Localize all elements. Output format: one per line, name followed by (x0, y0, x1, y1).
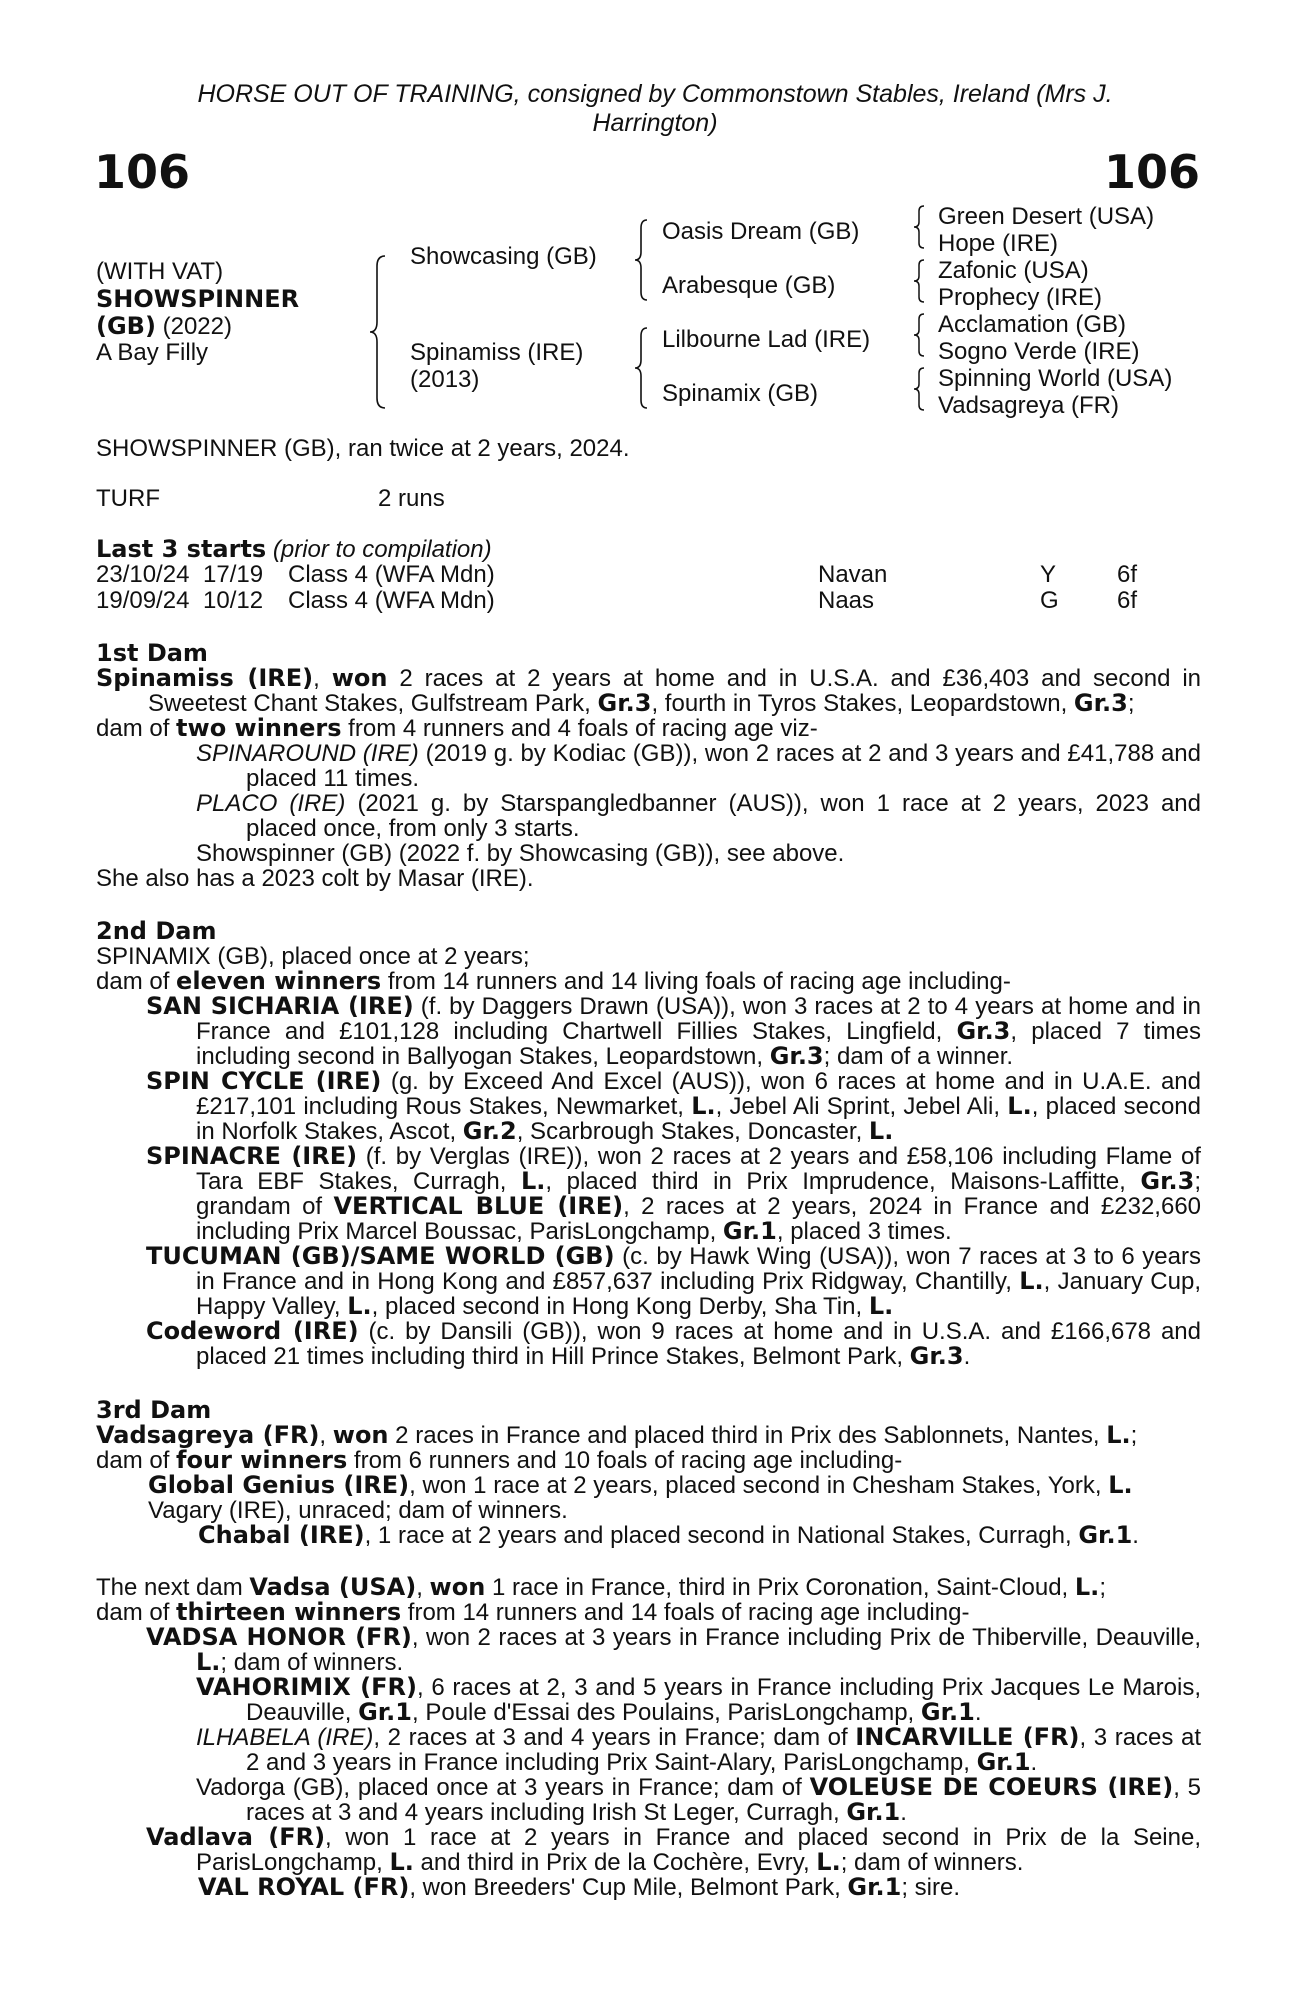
last-starts-heading (96, 535, 492, 564)
text: (f. by Daggers Drawn (USA)), won 3 races at 2 to 4 years at home and in France and £101,128 including Chartwell Fillies Stakes, Lingfield, (196, 993, 1202, 1045)
pedigree-gen3-7: Spinning World (USA) (938, 365, 1173, 392)
text: , January Cup, Happy Valley, (196, 1268, 1201, 1320)
text: , placed 7 times including second in Ballyogan Stakes, Leopardstown, (196, 1018, 1201, 1070)
winners-count: thirteen winners (176, 1598, 402, 1626)
text: . (900, 1799, 907, 1826)
pedigree-gen3-4: Prophecy (IRE) (938, 284, 1103, 311)
produce-entry (96, 741, 1201, 791)
produce-entry (96, 1675, 1201, 1725)
pedigree-gen2-3: Lilbourne Lad (IRE) (662, 326, 871, 353)
pedigree-brace-sire-parents (633, 218, 649, 302)
grade-label: Gr.1 (976, 1748, 1031, 1776)
produce-name: Global Genius (IRE) (148, 1471, 410, 1499)
grade-label: Gr.1 (847, 1873, 902, 1901)
start-row-going: G (1040, 587, 1059, 614)
grade-label: L. (1106, 1421, 1131, 1449)
first-dam-produce-intro (96, 716, 1201, 741)
text: dam of (96, 968, 177, 995)
pedigree-gen2-1: Oasis Dream (GB) (662, 218, 860, 245)
start-row-course: Navan (818, 561, 888, 588)
text: (2021 g. by Starspangledbanner (AUS)), won 1 race at 2 years, 2023 and placed once, from only 3 starts. (246, 790, 1201, 842)
grade-label: L. (347, 1292, 372, 1320)
text: ; (1127, 690, 1135, 717)
produce-entry (96, 1319, 1201, 1369)
text: . (963, 1343, 971, 1370)
text: , won 1 race at 2 years, placed second in Chesham Stakes, York, (409, 1472, 1109, 1499)
text: ; grandam of (196, 1168, 1202, 1220)
lot-number-right: 106 (1103, 145, 1200, 199)
text: dam of (96, 715, 177, 742)
text: (g. by Exceed And Excel (AUS)), won 6 races at home and in U.A.E. and £217,101 including Rous Stakes, Newmarket, (196, 1068, 1202, 1120)
grade-label: Gr.1 (1078, 1521, 1133, 1549)
text: dam of (96, 1447, 177, 1474)
text: , placed 3 times. (776, 1218, 952, 1245)
text: ; sire. (901, 1874, 961, 1901)
horse-country: (GB) (96, 312, 156, 340)
pedigree-gen2-2: Arabesque (GB) (662, 272, 836, 299)
grade-label: Gr.3 (1073, 689, 1128, 717)
text: , 5 races at 3 and 4 years including Irish St Leger, Curragh, (246, 1774, 1201, 1826)
produce-entry (96, 1144, 1201, 1244)
grade-label: L. (389, 1848, 414, 1876)
produce-entry (96, 1825, 1201, 1875)
pedigree-brace-dam-parents (633, 326, 649, 410)
text: dam of (96, 1599, 177, 1626)
produce-entry (96, 1725, 1201, 1775)
first-dam-record: Spinamiss (IRE), won 2 races at 2 years at home and in U.S.A. and £36,403 and second in Sweetest Chant Stakes, Gulfstream Park, Gr.3, fourth in Tyros Stakes, Leopardstown, Gr.3; (96, 664, 1202, 717)
second-dam-heading: 2nd Dam (96, 917, 217, 945)
text: , 2 races at 2 years, 2024 in France and £232,660 including Prix Marcel Boussac, ParisLongchamp, (196, 1193, 1202, 1245)
grade-label: Gr.1 (722, 1217, 777, 1245)
text: from 14 runners and 14 foals of racing age including- (401, 1599, 970, 1626)
text: , fourth in Tyros Stakes, Leopardstown, (651, 690, 1074, 717)
winners-count: two winners (176, 714, 342, 742)
grade-label: L. (868, 1117, 894, 1145)
last-starts-note: (prior to compilation) (272, 536, 492, 563)
text: . (1030, 1749, 1038, 1776)
last-starts-title: Last 3 starts (96, 535, 267, 563)
text: , 1 race at 2 years and placed second in National Stakes, Curragh, (364, 1522, 1079, 1549)
grade-label: Gr.3 (769, 1042, 824, 1070)
start-row-position: 17/19 (203, 561, 264, 588)
produce-name: Codeword (IRE) (146, 1317, 359, 1345)
produce-name: TUCUMAN (GB)/SAME WORLD (GB) (146, 1242, 615, 1270)
start-row-distance: 6f (1117, 587, 1138, 614)
text: 1 race in France, third in Prix Coronation, Saint-Cloud, (485, 1574, 1075, 1601)
pedigree-brace-sire-dam (368, 254, 388, 410)
text: ; dam of winners. (220, 1649, 404, 1676)
second-dam-record: SPINAMIX (GB), placed once at 2 years; (96, 943, 530, 970)
produce-name: Vadlava (FR) (146, 1823, 326, 1851)
start-row-date: 23/10/24 (96, 561, 190, 588)
start-row-class: Class 4 (WFA Mdn) (288, 587, 495, 614)
pedigree-dam: Spinamiss (IRE) (410, 339, 584, 366)
grandchild-name: VOLEUSE DE COEURS (IRE) (809, 1773, 1174, 1801)
text: , 2 races at 3 and 4 years in France; dam of (373, 1724, 856, 1751)
won-label: won (331, 664, 388, 692)
text: , placed second in Hong Kong Derby, Sha Tin, (371, 1293, 869, 1320)
produce-entry: Vagary (IRE), unraced; dam of winners. (148, 1497, 568, 1524)
pedigree-gen3-2: Hope (IRE) (938, 230, 1059, 257)
text: 2 races in France and placed third in Prix des Sablonnets, Nantes, (388, 1422, 1107, 1449)
text: (c. by Dansili (GB)), won 9 races at home and in U.S.A. and £166,678 and placed 21 times including third in Hill Prince Stakes, Belmont Park, (196, 1318, 1201, 1370)
horse-country-year (96, 312, 232, 341)
grade-label: L. (1074, 1573, 1100, 1601)
text: , placed third in Prix Imprudence, Maisons-Laffitte, (545, 1168, 1141, 1195)
produce-entry (96, 1523, 1201, 1548)
produce-entry (96, 1069, 1201, 1144)
start-row-date: 19/09/24 (96, 587, 190, 614)
next-dam-name: Vadsa (USA) (249, 1573, 417, 1601)
pedigree-gen3-1: Green Desert (USA) (938, 203, 1155, 230)
text: from 14 runners and 14 living foals of racing age including- (381, 968, 1011, 995)
next-dam-produce-intro (96, 1600, 1201, 1625)
text: , Jebel Ali Sprint, Jebel Ali, (715, 1093, 1008, 1120)
won-label: won (429, 1573, 486, 1601)
start-row-going: Y (1040, 561, 1057, 588)
grandchild-name: INCARVILLE (FR) (855, 1723, 1080, 1751)
text: from 6 runners and 10 foals of racing age including- (347, 1447, 903, 1474)
text: , won 2 races at 3 years in France including Prix de Thiberville, Deauville, (411, 1624, 1202, 1651)
grade-label: Gr.1 (358, 1698, 412, 1726)
pedigree-brace-g3-1 (912, 204, 926, 250)
lot-number-left: 106 (94, 145, 191, 199)
produce-name: PLACO (IRE) (196, 790, 346, 817)
text: , 3 races at 2 and 3 years in France including Prix Saint-Alary, ParisLongchamp, (246, 1724, 1201, 1776)
grade-label: L. (691, 1092, 716, 1120)
produce-entry (96, 1775, 1201, 1825)
text: and third in Prix de la Cochère, Evry, (413, 1849, 817, 1876)
text: , (416, 1574, 430, 1601)
text: The next dam (96, 1574, 250, 1601)
horse-year: (2022) (162, 313, 232, 340)
third-dam-section (96, 1398, 1201, 1548)
horse-description: A Bay Filly (96, 339, 209, 366)
horse-name: SHOWSPINNER (96, 285, 300, 313)
grade-label: L. (196, 1648, 221, 1676)
pedigree-sire: Showcasing (GB) (410, 243, 597, 270)
next-dam-record (96, 1575, 1201, 1600)
produce-name: Chabal (IRE) (198, 1521, 365, 1549)
text: (c. by Hawk Wing (USA)), won 7 races at 3 to 6 years in France and in Hong Kong and £857,637 including Prix Ridgway, Chantilly, (196, 1243, 1201, 1295)
first-dam-also: She also has a 2023 colt by Masar (IRE). (96, 865, 534, 892)
produce-name: SPINAROUND (IRE) (196, 740, 419, 767)
produce-entry (96, 1244, 1201, 1319)
first-dam-heading: 1st Dam (96, 639, 208, 667)
grade-label: Gr.3 (1140, 1167, 1195, 1195)
produce-name: SPIN CYCLE (IRE) (146, 1067, 382, 1095)
pedigree-brace-g3-4 (912, 366, 926, 412)
text: , Poule d'Essai des Poulains, ParisLongchamp, (412, 1699, 921, 1726)
grade-label: L. (1019, 1267, 1044, 1295)
record-surface: TURF (96, 485, 160, 512)
text: (2019 g. by Kodiac (GB)), won 2 races at 2 and 3 years and £41,788 and placed 11 times. (246, 740, 1201, 792)
text: . (1132, 1522, 1139, 1549)
pedigree-gen3-6: Sogno Verde (IRE) (938, 338, 1140, 365)
pedigree-gen2-4: Spinamix (GB) (662, 380, 819, 407)
winners-count: four winners (176, 1446, 348, 1474)
text: (f. by Verglas (IRE)), won 2 races at 2 years and £58,106 including Flame of Tara EBF Stakes, Curragh, (196, 1143, 1201, 1195)
second-dam-section (96, 919, 1201, 1369)
pedigree-brace-g3-3 (912, 312, 926, 358)
produce-name: VAL ROYAL (FR) (198, 1873, 410, 1901)
third-dam-record: Vadsagreya (FR), won 2 races in France and placed third in Prix des Sablonnets, Nantes, L.; (96, 1421, 1138, 1449)
record-runs: 2 runs (378, 485, 445, 512)
text: 2 races at 2 years at home and in U.S.A. and £36,403 and second in Sweetest Chant Stakes, Gulfstream Park, (148, 665, 1202, 717)
pedigree-brace-g3-2 (912, 258, 926, 304)
produce-entry (96, 791, 1201, 841)
grade-label: L. (868, 1292, 894, 1320)
grade-label: Gr.3 (909, 1342, 964, 1370)
grade-label: L. (1007, 1092, 1032, 1120)
pedigree-gen3-5: Acclamation (GB) (938, 311, 1127, 338)
produce-name: VADSA HONOR (FR) (146, 1623, 412, 1651)
third-dam-produce-intro (96, 1448, 1201, 1473)
start-row-position: 10/12 (203, 587, 264, 614)
text: , won 1 race at 2 years in France and placed second in Prix de la Seine, ParisLongchamp, (196, 1824, 1201, 1876)
text: ; dam of winners. (840, 1849, 1024, 1876)
first-dam-section (96, 641, 1201, 891)
text: . (974, 1699, 982, 1726)
race-summary: SHOWSPINNER (GB), ran twice at 2 years, 2024. (96, 435, 630, 462)
next-dam-section (96, 1575, 1201, 1900)
grade-label: Gr.2 (462, 1117, 517, 1145)
third-dam-heading: 3rd Dam (96, 1396, 212, 1424)
text: , Scarbrough Stakes, Doncaster, (516, 1118, 869, 1145)
start-row-class: Class 4 (WFA Mdn) (288, 561, 495, 588)
produce-name: VAHORIMIX (FR) (196, 1673, 417, 1701)
text: , placed second in Norfolk Stakes, Ascot, (196, 1093, 1202, 1145)
text: ; (1130, 1422, 1138, 1449)
second-dam-produce-intro (96, 969, 1201, 994)
consignment-header: HORSE OUT OF TRAINING, consigned by Commonstown Stables, Ireland (Mrs J. Harrington) (197, 80, 1113, 137)
start-row-distance: 6f (1117, 561, 1138, 588)
grade-label: Gr.3 (597, 689, 652, 717)
grade-label: L. (1108, 1471, 1133, 1499)
pedigree-dam-year: (2013) (410, 366, 480, 393)
grade-label: Gr.1 (920, 1698, 975, 1726)
grandchild-name: VERTICAL BLUE (IRE) (333, 1192, 624, 1220)
grade-label: Gr.3 (956, 1017, 1011, 1045)
text: Vadorga (GB), placed once at 3 years in France; dam of (196, 1774, 810, 1801)
produce-entry (96, 1875, 1201, 1900)
first-dam-name: Spinamiss (IRE) (96, 664, 314, 692)
produce-name: ILHABELA (IRE) (196, 1724, 374, 1751)
produce-entry (96, 1625, 1201, 1675)
pedigree-gen3-3: Zafonic (USA) (938, 257, 1089, 284)
grade-label: L. (520, 1167, 546, 1195)
produce-entry: Showspinner (GB) (2022 f. by Showcasing (GB)), see above. (196, 840, 845, 867)
produce-name: SPINACRE (IRE) (146, 1142, 358, 1170)
text: ; (1099, 1574, 1106, 1601)
produce-entry (96, 1473, 1201, 1498)
grade-label: Gr.1 (846, 1798, 901, 1826)
text: from 4 runners and 4 foals of racing age viz- (341, 715, 818, 742)
third-dam-name: Vadsagreya (FR) (96, 1421, 320, 1449)
grade-label: L. (816, 1848, 841, 1876)
text: ; dam of a winner. (823, 1043, 1014, 1070)
vat-label: (WITH VAT) (96, 258, 224, 285)
text: , won Breeders' Cup Mile, Belmont Park, (409, 1874, 848, 1901)
pedigree-gen3-8: Vadsagreya (FR) (938, 392, 1119, 419)
winners-count: eleven winners (176, 967, 382, 995)
produce-entry (96, 994, 1201, 1069)
produce-name: SAN SICHARIA (IRE) (146, 992, 414, 1020)
start-row-course: Naas (818, 587, 875, 614)
text: , 6 races at 2, 3 and 5 years in France including Prix Jacques Le Marois, Deauville, (246, 1674, 1201, 1726)
won-label: won (332, 1421, 389, 1449)
